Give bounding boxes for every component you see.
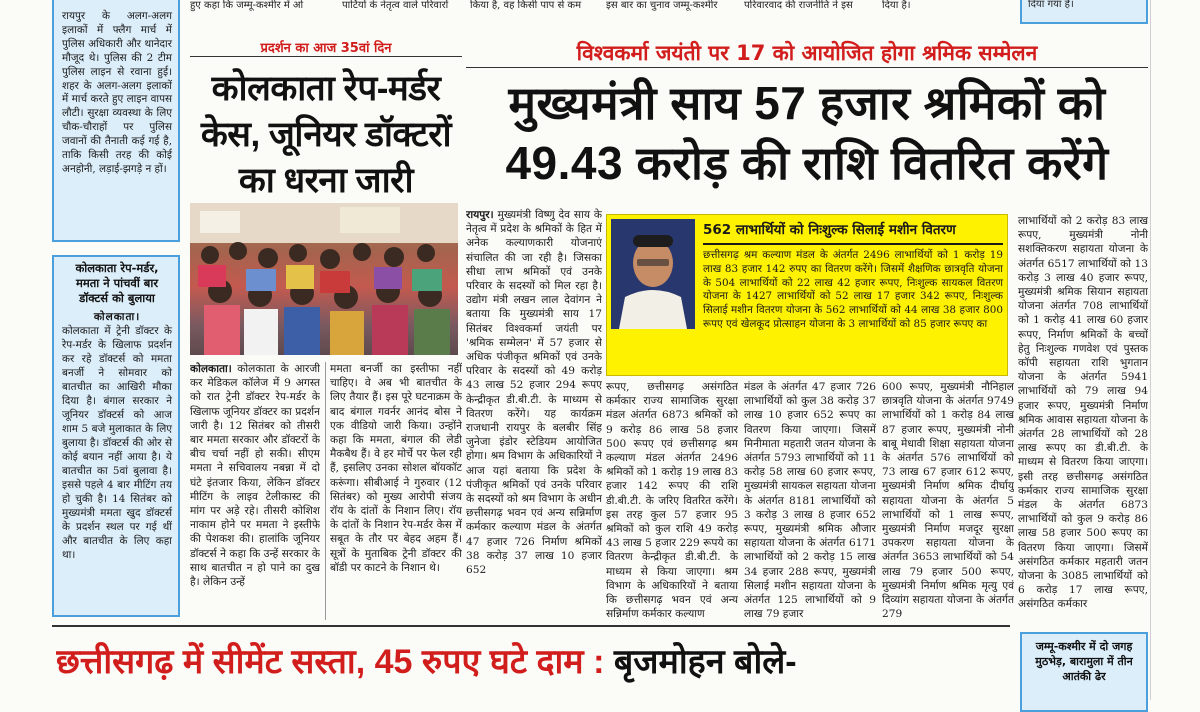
main-story-kicker: विश्वकर्मा जयंती पर 17 को आयोजित होगा श्रमिक सम्मेलन [576, 41, 1038, 65]
highlight-box-title: 562 लाभार्थियों को निःशुल्क सिलाई मशीन वितरण [703, 221, 1003, 245]
middle-story-col2: ममता बनर्जी का इस्तीफा नहीं चाहिए। वे अब भी बातचीत के लिए तैयार हैं। इस पूरे घटनाक्रम के बाद बंगाल गवर्नर आनंद बोस ने एक वीडियो जारी किया। उन्होंने कहा कि ममता, बंगाल की लेडी मैकबैथ हैं। वे हर मोर्चे पर फेल रही हैं, इसलिए उनका सोशल बॉयकॉट करूंगा। सीबीआई ने गुरुवार (12 सितंबर) को मुख्य आरोपी संजय रॉय के दांतों के निशान लिए। रॉय के दांतों के निशान रेप-मर्डर केस में सबूत के तौर पर बेहद अहम हैं। सूत्रों के मुताबिक ट्रेनी डॉक्टर की बॉडी पर काटने के निशान थे। [330, 363, 462, 574]
middle-story-col1-text: कोलकाता के आरजी कर मेडिकल कॉलेज में 9 अगस्त को रात ट्रेनी डॉक्टर रेप-मर्डर के खिलाफ जूनियर डॉक्टर का प्रदर्शन जारी है। 12 सितंबर को तीसरी बार ममता सरकार और डॉक्टरों के बीच चर्चा नहीं हो सकी। सीएम ममता ने सचिवालय नबन्ना में दो घंटे इंतजार किया, लेकिन डॉक्टर मीटिंग के लाइव टेलीकास्ट की मांग पर अड़े रहे। तीसरी कोशिश नाकाम होने पर ममता ने इस्तीफे की पेशकश की। हालांकि जूनियर डॉक्टर्स ने कहा कि उन्हें सरकार के साथ बातचीत न हो पाने का दुख है। लेकिन उन्हें [190, 363, 320, 589]
left-story-box [52, 255, 180, 617]
main-story-col4: 600 रूपए, मुख्यमंत्री नौनिहाल छात्रवृति योजना के अंतर्गत 9749 लाभार्थियों को 1 करोड़ 84 लाख 87 हजार रूपए, मुख्यमंत्री नोनी बाबू मेधावी शिक्षा सहायता योजना के अंतर्गत 576 लाभार्थियों को 73 लाख 67 हजार 612 रूपए, मुख्यमंत्री निर्माण श्रमिक दीर्घायु सहायता योजना के अंतर्गत 5 लाभार्थियों को 1 लाख रूपए, मुख्यमंत्री निर्माण मजदूर सुरक्षा उपकरण सहायता योजना के अंतर्गत 3653 लाभार्थियों को 54 लाख 79 हजार 500 रूपए, मुख्यमंत्री निर्माण श्रमिक मृत्यु एवं दिव्यांग सहायता योजना के अंतर्गत 279 [882, 381, 1014, 620]
left-story-dateline: कोलकाता। [93, 311, 141, 323]
divider [466, 67, 1148, 68]
middle-story-dateline: कोलकाता। [190, 363, 232, 375]
main-story-col1-text: मुख्यमंत्री विष्णु देव साय के नेतृत्व में प्रदेश के श्रमिकों के हित में अनेक कल्याणकारी योजनाएं संचालित की जा रही है। जिसका सीधा लाभ श्रमिकों एवं उनके परिवार के सदस्यों को मिल रहा है। उद्योग मंत्री लखन लाल देवांगन ने बताया कि मुख्यमंत्री साय 17 सितंबर विश्वकर्मा जयंती पर 'श्रमिक सम्मेलन' में 57 हजार से अधिक पंजीकृत श्रमिकों एवं उनके परिवार के सदस्यों को 49 करोड़ 43 लाख 52 हजार 294 रूपए केन्द्रीकृत डी.बी.टी. के माध्यम से वितरण करेंगे। यह कार्यक्रम राजधानी रायपुर के बलबीर सिंह जुनेजा इंडोर स्टेडियम आयोजित होगा। श्रम विभाग के अधिकारियों ने आज यहां बताया कि प्रदेश के पंजीकृत श्रमिकों एवं उनके परिवार के सदस्यों को श्रम विभाग के अधीन छत्तीसगढ़ भवन एवं अन्य सन्निर्माण कर्मकार कल्याण मंडल के अंतर्गत 47 हजार 726 निर्माण श्रमिकों 38 करोड़ 37 लाख 10 हजार 652 [466, 209, 602, 577]
bottom-right-box [1020, 632, 1148, 712]
highlight-box-body: छत्तीसगढ़ श्रम कल्याण मंडल के अंतर्गत 2496 लाभार्थियों को 1 करोड़ 19 लाख 83 हजार 142 रुपए का वितरण करेंगे। जिसमें शैक्षणिक छात्रवृति योजना के 504 लाभार्थियों को 22 लाख 42 हजार रूपए, निःशुल्क सायकल वितरण योजना के 1427 लाभार्थियों को 52 लाख 17 हजार 342 रूपए, निःशुल्क सिलाई मशीन वितरण योजना के 562 लाभार्थियों को 44 लाख 38 हजार 800 रूपए एवं खेलकूद प्रोत्साहन योजना के 3 लाभार्थियों को 85 हजार रूपए का [703, 249, 1003, 330]
top-right-box [1020, 0, 1148, 24]
protest-photo [190, 203, 458, 355]
left-story-headline: कोलकाता रेप-मर्डर, ममता ने पांचवीं बार डॉक्टर्स को बुलाया [75, 261, 159, 305]
top-strip-text: परिवारवाद की राजनीति ने इस [744, 0, 853, 11]
main-story-col3: मंडल के अंतर्गत 47 हजार 726 लाभार्थियों को कुल 38 करोड़ 37 लाख 10 हजार 652 रूपए का वितरण किया जाएगा। जिसमें मिनीमाता महतारी जतन योजना के अंतर्गत 5793 लाभार्थियों को 11 करोड़ 58 लाख 60 हजार रूपए, मुख्यमंत्री सायकल सहायता योजना के अंतर्गत 8181 लाभार्थियों को 3 करोड़ 3 लाख 8 हजार 652 रूपए, मुख्यमंत्री श्रमिक औजार सहायता योजना के अंतर्गत 6171 लाभार्थियों को 2 करोड़ 15 लाख 34 हजार 288 रूपए, मुख्यमंत्री सिलाई मशीन सहायता योजना के अंतर्गत 125 लाभार्थियों को 9 लाख 79 हजार [744, 381, 876, 620]
top-strip-text: पार्टियों के नेतृत्व वाले परिवारों [342, 0, 449, 11]
middle-story-kicker: प्रदर्शन का आज 35वां दिन [260, 41, 392, 56]
main-headline-line2: 49.43 करोड़ की राशि वितरित करेंगे [505, 137, 1109, 189]
bottom-headline-red: छत्तीसगढ़ में सीमेंट सस्ता, 45 रुपए घटे दाम : [56, 643, 605, 681]
crowd-illustration [190, 203, 458, 355]
left-story-body: कोलकाता में ट्रेनी डॉक्टर के रेप-मर्डर के खिलाफ प्रदर्शन कर रहे डॉक्टर्स को ममता बनर्जी ने सोमवार को बातचीत का आखिरी मौका दिया है। बंगाल सरकार ने जूनियर डॉक्टर्स को आज शाम 5 बजे मुलाकात के लिए बुलाया है। डॉक्टर्स की ओर से कोई बयान नहीं आया है। ये बातचीत का 5वां बुलावा है। इससे पहले 4 बार मीटिंग तय हो चुकी है। 14 सितंबर को मुख्यमंत्री ममता खुद डॉक्टर्स के प्रदर्शन स्थल पर गई थीं और बातचीत के लिए कहा था। [62, 325, 172, 561]
bottom-headline-black: बृजमोहन बोले- [613, 643, 797, 681]
left-box-body: रायपुर के अलग-अलग इलाकों में फ्लैग मार्च में पुलिस अधिकारी और थानेदार मौजूद थे। पुलिस की 2 टीम पुलिस लाइन से रवाना हुई। शहर के अलग-अलग इलाकों में मार्च करते हुए लाइन वापस लौटी। सुरक्षा व्यवस्था के लिए चौक-चौराहों पर पुलिस जवानों की तैनाती कई गई है, ताकि किसी तरह की कोई अनहोनी, लड़ाई-झगड़े न हों। [62, 10, 172, 175]
main-story-dateline: रायपुर। [466, 209, 494, 221]
column-divider [325, 362, 326, 620]
top-strip-text: दिया है। [882, 0, 911, 11]
top-strip-text: इस बार का चुनाव जम्मू-कश्मीर [606, 0, 718, 11]
portrait-illustration [611, 219, 695, 329]
bottom-right-box-text: जम्मू-कश्मीर में दो जगह मुठभेड़, बारामुला में तीन आतंकी ढेर [1035, 640, 1133, 683]
bottom-divider [52, 625, 1010, 627]
minister-photo [611, 219, 695, 329]
middle-story [190, 38, 462, 618]
bottom-headline [56, 632, 1014, 700]
top-strip-text: हुए कहा कि जम्मू-कश्मीर में ओ [190, 0, 304, 11]
top-strip-text: किया है, वह किसी पाप से कम [470, 0, 582, 11]
middle-story-col1 [190, 362, 320, 620]
main-story-col5: लाभार्थियों को 2 करोड़ 83 लाख रूपए, मुख्यमंत्री नोनी सशक्तिकरण सहायता योजना के अंतर्गत 6517 लाभार्थियों को 13 करोड़ 3 लाख 40 हजार रूपए, मुख्यमंत्री श्रमिक सियान सहायता योजना अंतर्गत 708 लाभार्थियों को 1 करोड़ 41 लाख 60 हजार रूपए, निर्माण श्रमिकों के बच्चों हेतु निःशुल्क गणवेश एवं पुस्तक कॉपी सहायता राशि भुगतान योजना के अंतर्गत 5941 लाभार्थियों को 79 लाख 94 हजार रूपए, मुख्यमंत्री निर्माण श्रमिक आवास सहायता योजना के अंतर्गत 28 लाभार्थियों को 28 लाख रूपए का डी.बी.टी. के माध्यम से वितरण किया जाएगा। इसी तरह छत्तीसगढ़ असंगठित कर्मकार राज्य सामाजिक सुरक्षा मंडल के अंतर्गत 6873 लाभार्थियों को कुल 9 करोड़ 86 लाख 58 हजार 500 रूपए का वितरण किया जाएगा। जिसमें असंगठित कर्मकार महतारी जतन योजना के 3085 लाभार्थियों को 6 करोड़ 17 लाख रूपए, असंगठित कर्मकार [1018, 215, 1148, 611]
top-right-box-text: दिया गया है। [1028, 0, 1074, 10]
main-headline-line1: मुख्यमंत्री साय 57 हजार श्रमिकों को [508, 77, 1106, 129]
divider [190, 56, 462, 57]
left-box [52, 0, 180, 242]
highlight-box [606, 214, 1008, 376]
middle-story-headline: कोलकाता रेप-मर्डर केस, जूनियर डॉक्टरों का धरना जारी [200, 69, 452, 200]
right-margin-rule [1150, 0, 1151, 700]
main-story-col2: रूपए, छत्तीसगढ़ असंगठित कर्मकार राज्य सामाजिक सुरक्षा मंडल अंतर्गत 6873 श्रमिकों को 9 करोड़ 86 लाख 58 हजार 500 रूपए एवं छत्तीसगढ़ श्रम कल्याण मंडल अंतर्गत 2496 श्रमिकों को 1 करोड़ 19 लाख 83 हजार 142 रूपए की राशि डी.बी.टी. के जरिए वितरित करेंगे। इस तरह कुल 57 हजार 95 श्रमिकों को कुल राशि 49 करोड़ 43 लाख 5 हजार 229 रूपये का वितरण केन्द्रीकृत डी.बी.टी. के माध्यम से किया जाएगा। श्रम विभाग के अधिकारियों ने बताया कि छत्तीसगढ़ भवन एवं अन्य सन्निर्माण कर्मकार कल्याण [606, 381, 738, 620]
main-story [466, 38, 1148, 620]
main-story-col1 [466, 208, 602, 620]
